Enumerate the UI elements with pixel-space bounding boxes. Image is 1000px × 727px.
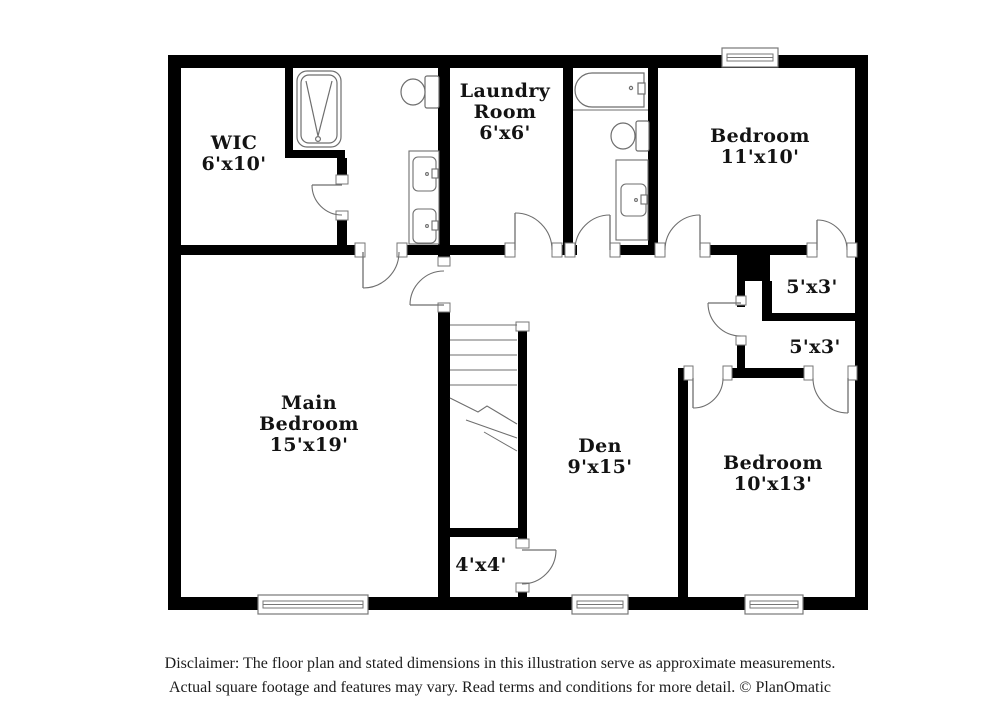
room-label-bedroom-11x10 — [710, 126, 810, 168]
room-label-line: 11'x10' — [720, 146, 800, 168]
door-swing-icon — [665, 215, 700, 250]
disclaimer-text — [0, 652, 1000, 699]
window-icon — [745, 595, 803, 614]
door-jamb — [565, 243, 575, 257]
wall — [438, 312, 450, 597]
door-jamb — [438, 257, 450, 266]
room-label-line: 5'x3' — [789, 336, 841, 358]
room-label-line: Bedroom — [259, 413, 359, 435]
window-icon — [258, 595, 368, 614]
room-label-den — [567, 436, 632, 478]
toilet-icon — [611, 121, 649, 151]
room-label-line: Room — [473, 101, 537, 123]
door-jamb — [552, 243, 562, 257]
room-label-line: 5'x3' — [786, 276, 838, 298]
door-swing-icon — [708, 303, 741, 336]
staircase — [450, 312, 517, 451]
door-swing-icon — [410, 271, 444, 305]
room-label-line: 9'x15' — [567, 456, 633, 478]
door-swing-icon — [813, 378, 848, 413]
wall — [678, 368, 688, 610]
wall — [450, 245, 507, 255]
door-jamb — [700, 243, 710, 257]
wall — [405, 245, 440, 255]
disclaimer-line-2: Actual square footage and features may vary. Read terms and conditions for more detail. © PlanOmatic — [168, 678, 831, 696]
disclaimer-line-1: Disclaimer: The floor plan and stated dimensions in this illustration serve as approximate measurements. — [164, 655, 836, 672]
wall — [762, 313, 855, 321]
room-label-main-bedroom — [259, 393, 359, 456]
door-swing-icon — [515, 213, 552, 250]
wall — [518, 330, 527, 548]
door-jamb — [848, 366, 857, 380]
door-jamb — [336, 175, 348, 184]
room-label-line: Laundry — [459, 80, 551, 102]
wall — [723, 368, 813, 378]
door-swing-icon — [817, 220, 847, 250]
door-jamb — [655, 243, 665, 257]
toilet-icon — [401, 76, 439, 108]
door-jamb — [505, 243, 515, 257]
room-label-line: Bedroom — [723, 452, 823, 474]
room-label-hall-closet-4x4 — [455, 555, 506, 576]
wall — [285, 150, 345, 158]
door-jamb — [847, 243, 857, 257]
room-label-closet-upper — [786, 277, 837, 298]
wall — [855, 55, 868, 610]
room-label-closet-lower — [789, 337, 840, 358]
door-jamb — [684, 366, 693, 380]
door-swing-icon — [363, 252, 399, 288]
wall — [175, 245, 357, 255]
room-label-line: 4'x4' — [455, 554, 507, 576]
wall — [285, 63, 293, 158]
shower-fixture — [297, 71, 341, 147]
room-label-line: WIC — [210, 132, 258, 154]
room-label-line: 15'x19' — [269, 434, 349, 456]
room-label-line: 6'x10' — [201, 153, 267, 175]
room-label-line: Den — [578, 435, 622, 457]
wall — [168, 55, 181, 610]
door-jamb — [723, 366, 732, 380]
room-label-line: 10'x13' — [733, 473, 813, 495]
wall — [438, 528, 527, 537]
wall — [737, 253, 770, 281]
vanity-fixture — [616, 160, 648, 240]
door-jamb — [516, 539, 529, 548]
room-label-line: Main — [281, 392, 337, 414]
bathtub-fixture — [573, 73, 648, 110]
wall — [438, 55, 450, 257]
door-swing-icon — [522, 550, 556, 584]
door-swing-icon — [693, 378, 723, 408]
room-label-bedroom-10x13 — [723, 453, 823, 495]
double-vanity-fixture — [409, 151, 439, 244]
door-jamb — [516, 322, 529, 331]
door-jamb — [610, 243, 620, 257]
window-icon — [722, 48, 778, 67]
room-label-line: Bedroom — [710, 125, 810, 147]
room-label-wic — [201, 133, 266, 175]
wall — [648, 55, 658, 255]
room-label-line: 6'x6' — [479, 122, 531, 144]
window-icon — [572, 595, 628, 614]
room-label-laundry-room — [460, 81, 550, 144]
door-swing-icon — [575, 215, 610, 250]
door-jamb — [804, 366, 813, 380]
door-jamb — [736, 336, 746, 345]
wall — [563, 55, 573, 255]
door-jamb — [807, 243, 817, 257]
